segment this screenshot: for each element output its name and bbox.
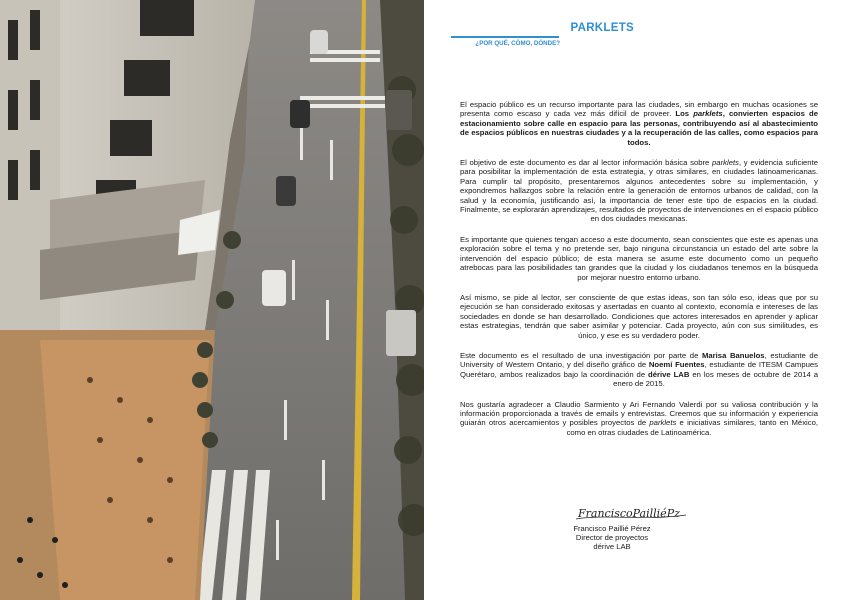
p6-text-c: e iniciativas similares, tanto en México, como en otras ciudades de Latinoamérica.: [566, 418, 818, 437]
p6-text-a: Nos gustaría agradecer a Claudio Sarmiento y Ari Fernando Valerdi por su valiosa contribución y la información proporcionada a través de emails y entrevistas. Creemos que su información y experiencia guiarán otros acercamientos y posibles proyectos de: [460, 399, 818, 428]
page-title: PARKLETS: [570, 22, 634, 34]
p5-text-c: , estudiante de University of Western Ontario, y del diseño gráfico de: [460, 350, 818, 370]
paragraph-2: [460, 158, 818, 224]
p5-bold-org: dérive LAB: [648, 369, 690, 379]
signature-block: [542, 524, 682, 552]
text-page: [424, 0, 848, 600]
paragraph-4: Así mismo, se pide al lector, ser consciente de que estas ideas, son tan sólo eso, ideas que por su ejecución se han considerado exitosas y asertadas en cuanto al contexto, economía e intereses de las sociedades en donde se han desarrollado. Condiciones que actores interesados en aprender y aplicar estas estrategias, tendrán que saber asimilar y potenciar. Cada proyecto, aún con sus similitudes, es único, y ese es su verdadero poder.: [460, 292, 818, 340]
p5-text-a: Este documento es el resultado de una investigación por parte de: [460, 350, 702, 360]
handwritten-signature: [574, 502, 694, 524]
p1-bold-a: Los: [675, 109, 694, 119]
signer-role: Director de proyectos: [575, 533, 649, 543]
paragraph-3: Es importante que quienes tengan acceso a este documento, sean conscientes que este es apenas una exploración sobre el tema y no pretende ser, bajo ninguna circunstancia un estado del arte sobre la intervención del espacio público; de esta manera se asume este documento como un pequeño atrebocas para las posibilidades tan grandes que la ciudad y los ciudadanos tenemos en la búsqueda por mejorar nuestro entorno urbano.: [460, 234, 818, 282]
p1-bold-italic: parklets: [693, 109, 723, 119]
paragraph-5: [460, 351, 818, 389]
p5-text-e: , estudiante de ITESM Campues Querétaro, ambos realizados bajo la coordinación de: [460, 360, 818, 379]
p1-bold-b: , convierten espacios de estacionamiento sobre calle en espacio para las personas, contribuyendo así al abastecimiento de espacios públicos en nuestras ciudades y a la recuperación de las calles, como espacios para todos.: [460, 109, 819, 147]
paragraph-1: [460, 100, 818, 147]
p6-italic: parklets: [649, 418, 677, 428]
p2-italic: parklets: [712, 158, 739, 168]
p2-text-c: , y evidencia suficiente para posibilitar la implementación de esta estrategia, y otras similares, en ciudades latinoamericanas. Para cumplir tal propósito, presentaremos algunos antecedentes sobre su implementación, y expondremos hallazgos sobre la relación entre la generación de entornos urbanos de calidad, con la salud y la economía, justificando así, la importancia de tener este tipo de espacios en la ciudad. Finalmente, se explorarán aprendizajes, resultados de proyectos de intervenciones en el espacio público en dos ciudades mexicanas.: [460, 158, 818, 224]
page-subtitle: ¿POR QUÉ, CÓMO, DÓNDE?: [475, 40, 560, 47]
body-text: [460, 100, 818, 448]
p2-text-a: El objetivo de este documento es dar al lector información básica sobre: [460, 158, 713, 168]
p1-text: El espacio público es un recurso importante para las ciudades, sin embargo en muchas ocasiones se presenta como escaso y cada vez más difícil de proveer.: [460, 100, 818, 119]
p5-bold-designer: Noemí Fuentes: [648, 360, 705, 370]
signature-text: FranciscoPailliéPz: [578, 507, 680, 520]
p5-bold-author: Marisa Banuelos: [701, 350, 765, 360]
signer-name: Francisco Paillié Pérez: [573, 524, 651, 533]
title-underline: [451, 36, 559, 38]
paragraph-6: [460, 400, 818, 438]
signer-org: dérive LAB: [593, 542, 631, 552]
p5-text-g: en los meses de octubre de 2014 a enero de 2015.: [613, 369, 818, 389]
